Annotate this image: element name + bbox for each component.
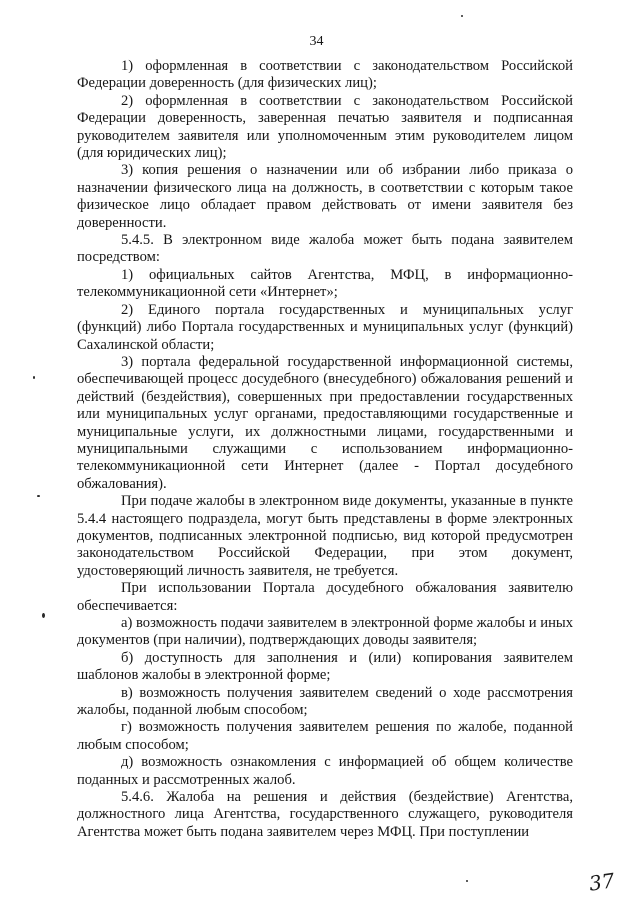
paragraph-section-5-4-6: 5.4.6. Жалоба на решения и действия (бездействие) Агентства, должностного лица Агентства, государственного служащего, руководителя Агентства может быть подана заявителем через МФЦ. При поступлении: [77, 789, 573, 840]
document-body: [77, 58, 573, 841]
paragraph-portal-d: г) возможность получения заявителем решения по жалобе, поданной любым способом;: [77, 719, 573, 753]
scan-speck: [461, 15, 463, 17]
scan-speck: [42, 613, 45, 618]
paragraph-item-3: 3) копия решения о назначении или об избрании либо приказа о назначении физического лица на должность, в соответствии с которым такое физическое лицо обладает правом действовать от имени заявителя без доверенности.: [77, 162, 573, 231]
scan-speck: [33, 376, 35, 379]
paragraph-section-5-4-5: 5.4.5. В электронном виде жалоба может быть подана заявителем посредством:: [77, 232, 573, 266]
scan-speck: [466, 880, 468, 882]
paragraph-portal-b: б) доступность для заполнения и (или) копирования заявителем шаблонов жалобы в электронной форме;: [77, 649, 573, 684]
paragraph-electronic-submission: При подаче жалобы в электронном виде документы, указанные в пункте 5.4.4 настоящего подраздела, могут быть представлены в форме электронных документов, подписанных электронной подписью, вид которой предусмотрен законодательством Российской Федерации, при этом документ, удостоверяющий личность заявителя, не требуется.: [77, 493, 573, 579]
paragraph-channel-2: 2) Единого портала государственных и муниципальных услуг (функций) либо Портала государственных и муниципальных услуг (функций) Сахалинской области;: [77, 301, 573, 353]
paragraph-item-2: 2) оформленная в соответствии с законодательством Российской Федерации доверенность, заверенная печатью заявителя и подписанная руководителем заявителя или уполномоченным этим руководителем лицом (для юридических лиц);: [77, 92, 573, 162]
paragraph-channel-1: 1) официальных сайтов Агентства, МФЦ, в информационно-телекоммуникационной сети «Интернет»;: [77, 266, 573, 301]
handwritten-page-mark: 37: [587, 868, 616, 896]
page-number: 34: [309, 34, 324, 49]
paragraph-portal-c: в) возможность получения заявителем сведений о ходе рассмотрения жалобы, поданной любым способом;: [77, 684, 573, 719]
scan-speck: [37, 495, 40, 497]
paragraph-portal-e: д) возможность ознакомления с информацией об общем количестве поданных и рассмотренных жалоб.: [77, 754, 573, 788]
paragraph-channel-3: 3) портала федеральной государственной информационной системы, обеспечивающей процесс досудебного (внесудебного) обжалования решений и действий (бездействия), совершенных при предоставлении государственных или муниципальных услуг органами, предоставляющими государственные и муниципальные услуги, их должностными лицами, государственными и муниципальными служащими с использованием информационно-телекоммуникационной сети Интернет (далее - Портал досудебного обжалования).: [77, 353, 573, 492]
paragraph-item-1: 1) оформленная в соответствии с законодательством Российской Федерации доверенность (для физических лиц);: [77, 58, 573, 92]
paragraph-portal-a: а) возможность подачи заявителем в электронной форме жалобы и иных документов (при наличии), подтверждающих доводы заявителя;: [77, 615, 573, 649]
paragraph-portal-intro: При использовании Портала досудебного обжалования заявителю обеспечивается:: [77, 580, 573, 614]
